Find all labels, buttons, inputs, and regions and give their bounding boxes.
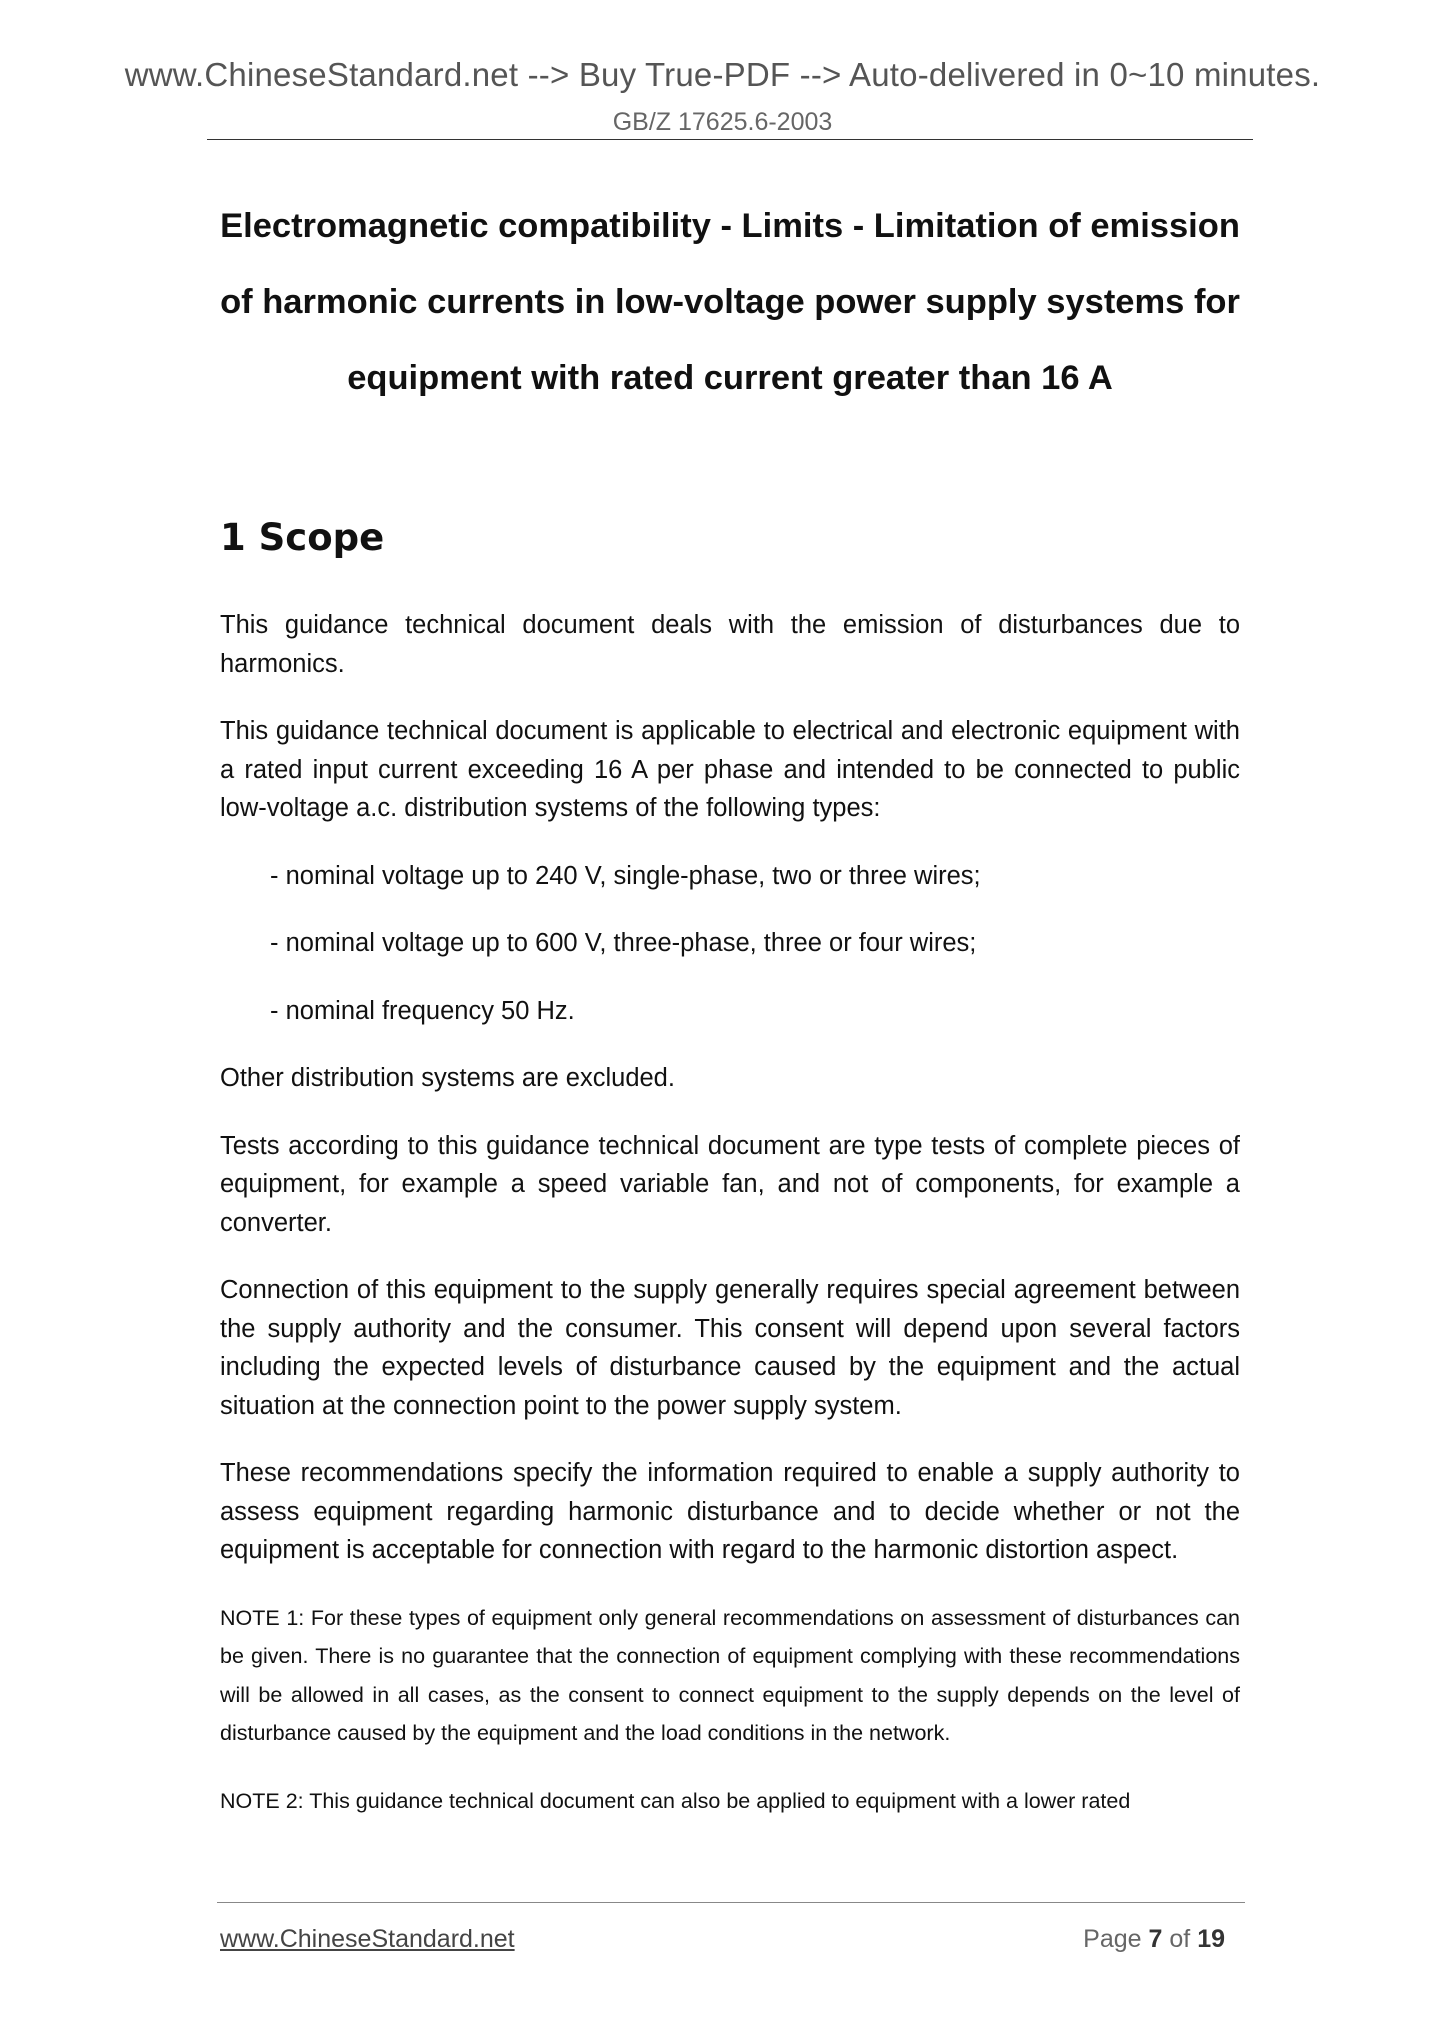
list-item: - nominal voltage up to 240 V, single-phase, two or three wires; — [270, 861, 981, 890]
section-body — [220, 606, 1240, 1849]
list-item: - nominal voltage up to 600 V, three-phase, three or four wires; — [270, 929, 977, 957]
note-1: NOTE 1: For these types of equipment only general recommendations on assessment of disturbances can be given. There is no guarantee that the connection of equipment complying with these recommendations will be allowed in all cases, as the consent to connect equipment to the supply depends on the level of disturbance caused by the equipment and the load conditions in the network. — [220, 1605, 1240, 1745]
paragraph-3: Other distribution systems are excluded. — [220, 1064, 675, 1092]
document-title: Electromagnetic compatibility - Limits - Limitation of emission of harmonic currents in low-voltage power supply systems for equipment with rated current greater than 16 A — [220, 207, 1240, 397]
page-current: 7 — [1148, 1925, 1163, 1953]
section-heading: 1 Scope — [220, 516, 385, 559]
standard-code: GB/Z 17625.6-2003 — [612, 108, 833, 136]
paragraph-2: This guidance technical document is applicable to electrical and electronic equipment with a rated input current exceeding 16 A per phase and intended to be connected to public low-voltage a.c. distribution systems of the following types: — [220, 717, 1240, 822]
paragraph-6: These recommendations specify the information required to enable a supply authority to assess equipment regarding harmonic disturbance and to decide whether or not the equipment is acceptable for connection with regard to the harmonic distortion aspect. — [220, 1459, 1240, 1564]
page-total: 19 — [1197, 1925, 1225, 1953]
page-label: Page — [1083, 1925, 1142, 1953]
note-2: NOTE 2: This guidance technical document can also be applied to equipment with a lower rated — [220, 1788, 1131, 1813]
paragraph-5: Connection of this equipment to the supply generally requires special agreement between the supply authority and the consumer. This consent will depend upon several factors including the expected levels of disturbance caused by the equipment and the actual situation at the connection point to the power supply system. — [220, 1276, 1240, 1420]
header-divider — [207, 139, 1253, 140]
paragraph-4: Tests according to this guidance technical document are type tests of complete pieces of equipment, for example a speed variable fan, and not of components, for example a converter. — [220, 1131, 1240, 1237]
footer-divider — [217, 1902, 1245, 1903]
header-banner[interactable]: www.ChineseStandard.net --> Buy True-PDF --> Auto-delivered in 0~10 minutes. — [124, 56, 1321, 93]
list-item: - nominal frequency 50 Hz. — [270, 996, 575, 1025]
footer-site-link[interactable]: www.ChineseStandard.net — [220, 1925, 515, 1953]
page-indicator — [1083, 1925, 1225, 1954]
paragraph-1: This guidance technical document deals with the emission of disturbances due to harmonics. — [220, 611, 1240, 678]
page-of-label: of — [1169, 1925, 1191, 1953]
